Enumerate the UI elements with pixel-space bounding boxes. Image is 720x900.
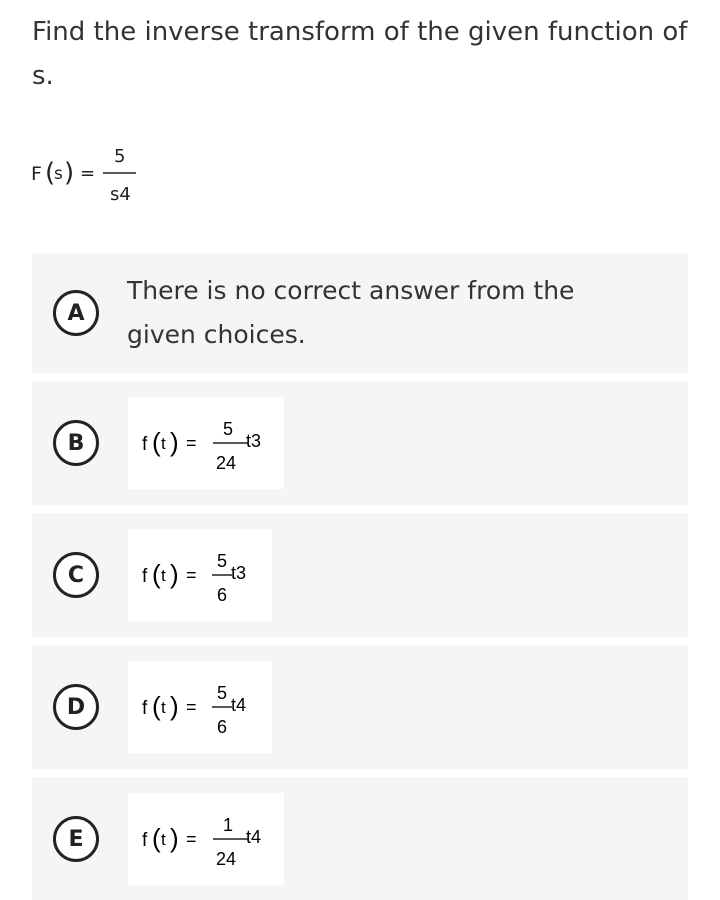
formula-lhs: F	[31, 163, 42, 185]
option-letter-c[interactable]: C	[53, 552, 99, 598]
formula-lhs: f	[142, 566, 148, 587]
formula-numerator: 5	[114, 146, 126, 167]
option-d[interactable]	[32, 645, 688, 769]
formula-paren-open: (	[152, 559, 161, 589]
formula-denominator: 6	[217, 585, 228, 605]
formula-numerator: 5	[217, 551, 228, 571]
formula-arg: t	[161, 566, 166, 585]
formula-numerator: 1	[223, 815, 234, 835]
question-text: Find the inverse transform of the given function of s.	[32, 17, 688, 91]
formula-equals: =	[80, 163, 96, 184]
formula-paren-close: )	[170, 691, 179, 721]
option-a-text: There is no correct answer from the given choices.	[127, 276, 575, 349]
formula-lhs: f	[142, 830, 148, 851]
formula-paren-open: (	[152, 691, 161, 721]
option-b[interactable]	[32, 381, 688, 505]
formula-denominator: s4	[110, 184, 131, 205]
option-letter-b[interactable]: B	[53, 420, 99, 466]
option-c[interactable]	[32, 513, 688, 637]
option-a[interactable]	[32, 253, 688, 373]
formula-arg: t	[161, 830, 166, 849]
option-e-formula	[128, 793, 284, 885]
option-letter-a[interactable]: A	[53, 290, 99, 336]
formula-equals: =	[186, 697, 197, 717]
formula-arg: t	[161, 434, 166, 453]
formula-numerator: 5	[223, 419, 234, 439]
formula-equals: =	[186, 433, 197, 453]
option-e[interactable]	[32, 777, 688, 900]
formula-paren-close: )	[64, 158, 75, 188]
formula-tail: t3	[246, 431, 262, 451]
option-d-formula	[128, 661, 272, 753]
formula-tail: t3	[231, 563, 247, 583]
formula-equals: =	[186, 565, 197, 585]
formula-paren-close: )	[170, 823, 179, 853]
formula-tail: t4	[231, 695, 247, 715]
option-b-formula	[128, 397, 284, 489]
option-c-formula	[128, 529, 272, 621]
formula-paren-open: (	[152, 823, 161, 853]
formula-paren-open: (	[45, 158, 56, 188]
formula-denominator: 24	[216, 453, 237, 473]
option-letter-e[interactable]: E	[53, 816, 99, 862]
formula-equals: =	[186, 829, 197, 849]
option-letter-d[interactable]: D	[53, 684, 99, 730]
formula-arg: t	[161, 698, 166, 717]
formula-arg: s	[54, 164, 63, 184]
formula-lhs: f	[142, 698, 148, 719]
formula-tail: t4	[246, 827, 262, 847]
formula-paren-open: (	[152, 427, 161, 457]
formula-paren-close: )	[170, 427, 179, 457]
formula-denominator: 24	[216, 849, 237, 869]
formula-denominator: 6	[217, 717, 228, 737]
formula-paren-close: )	[170, 559, 179, 589]
question-formula	[28, 138, 148, 210]
formula-numerator: 5	[217, 683, 228, 703]
formula-lhs: f	[142, 434, 148, 455]
